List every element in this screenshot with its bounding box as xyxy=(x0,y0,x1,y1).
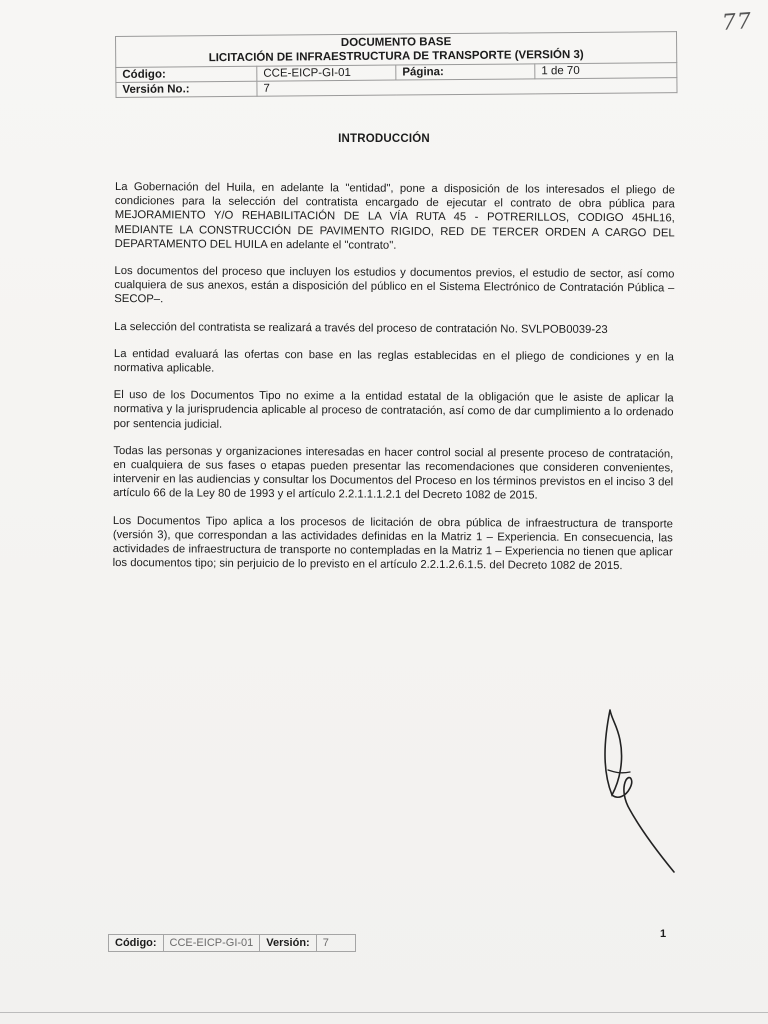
page-number: 1 xyxy=(660,928,667,940)
header-pagina-value: 1 de 70 xyxy=(535,63,677,79)
document-header-table xyxy=(115,31,678,98)
handwritten-signature xyxy=(590,700,690,880)
footer-version-value: 7 xyxy=(316,935,355,952)
footer-version-label: Versión: xyxy=(260,935,316,952)
header-codigo-label: Código: xyxy=(116,66,257,82)
header-version-value: 7 xyxy=(257,78,677,97)
header-codigo-value: CCE-EICP-GI-01 xyxy=(257,65,396,81)
paragraph-applicability: Los Documentos Tipo aplica a los procesos de licitación de obra pública de infraestructura de transporte (versión 3), que correspondan a las actividades definidas en la Matriz 1 – Experiencia. En consecuencia, las actividades de infraestructura de transporte no contempladas en la Matriz 1 – Experiencia no tienen que aplicar los documentos tipo; sin perjuicio de lo previsto en el artículo 2.2.1.2.6.1.5. del Decreto 1082 de 2015. xyxy=(112,514,673,573)
page-bottom-edge xyxy=(0,1012,768,1013)
paragraph-documents: Los documentos del proceso que incluyen los estudios y documentos previos, el estudio de sector, así como cualquiera de sus anexos, están a disposición del público en el Sistema Electrónico de Contratación Pública –SECOP–. xyxy=(114,265,675,306)
footer-codigo-value: CCE-EICP-GI-01 xyxy=(163,935,260,952)
document-footer-table xyxy=(108,934,356,952)
paragraph-evaluation: La entidad evaluará las ofertas con base en las reglas establecidas en el pliego de condiciones y en la normativa aplicable. xyxy=(113,347,674,375)
footer-codigo-label: Código: xyxy=(109,935,164,952)
header-title-cell xyxy=(116,32,677,68)
header-title-line2: LICITACIÓN DE INFRAESTRUCTURA DE TRANSPORTE (VERSIÓN 3) xyxy=(208,48,584,65)
header-pagina-label: Página: xyxy=(396,64,535,80)
paragraph-entity: La Gobernación del Huila, en adelante la "entidad", pone a disposición de los interesados el pliego de condiciones para la selección del contratista encargado de ejecutar el contrato de obra pública para MEJORAMIENTO Y/O REHABILITACIÓN DE LA VÍA RUTA 45 - POTRERILLOS, CODIGO 45HL16, MEDIANTE LA CONSTRUCCIÓN DE PAVIMENTO RIGIDO, RED DE TERCER ORDEN A CARGO DEL DEPARTAMENTO DEL HUILA en adelante el "contrato". xyxy=(114,180,675,252)
paragraph-selection: La selección del contratista se realizará a través del proceso de contratación No. SVLPOB0039-23 xyxy=(114,320,608,336)
section-title: INTRODUCCIÓN xyxy=(338,133,430,145)
paragraph-social-control: Todas las personas y organizaciones interesadas en hacer control social al presente proceso de contratación, en cualquiera de sus fases o etapas pueden presentar las recomendaciones que consideren convenientes, intervenir en las audiencias y consultar los Documentos del Proceso en los términos previstos en el inciso 3 del artículo 66 de la Ley 80 de 1993 y el artículo 2.2.1.1.1.2.1 del Decreto 1082 de 2015. xyxy=(113,444,674,503)
header-title-line1: DOCUMENTO BASE xyxy=(340,36,452,50)
paragraph-document-types: El uso de los Documentos Tipo no exime a la entidad estatal de la obligación que le asiste de aplicar la normativa y la jurisprudencia aplicable al proceso de contratación, así como de dar cumplimiento a lo ordenado por sentencia judicial. xyxy=(113,389,674,431)
handwritten-folio-number: 77 xyxy=(721,8,753,37)
header-version-label: Versión No.: xyxy=(116,81,257,97)
introduction-body xyxy=(113,180,675,587)
